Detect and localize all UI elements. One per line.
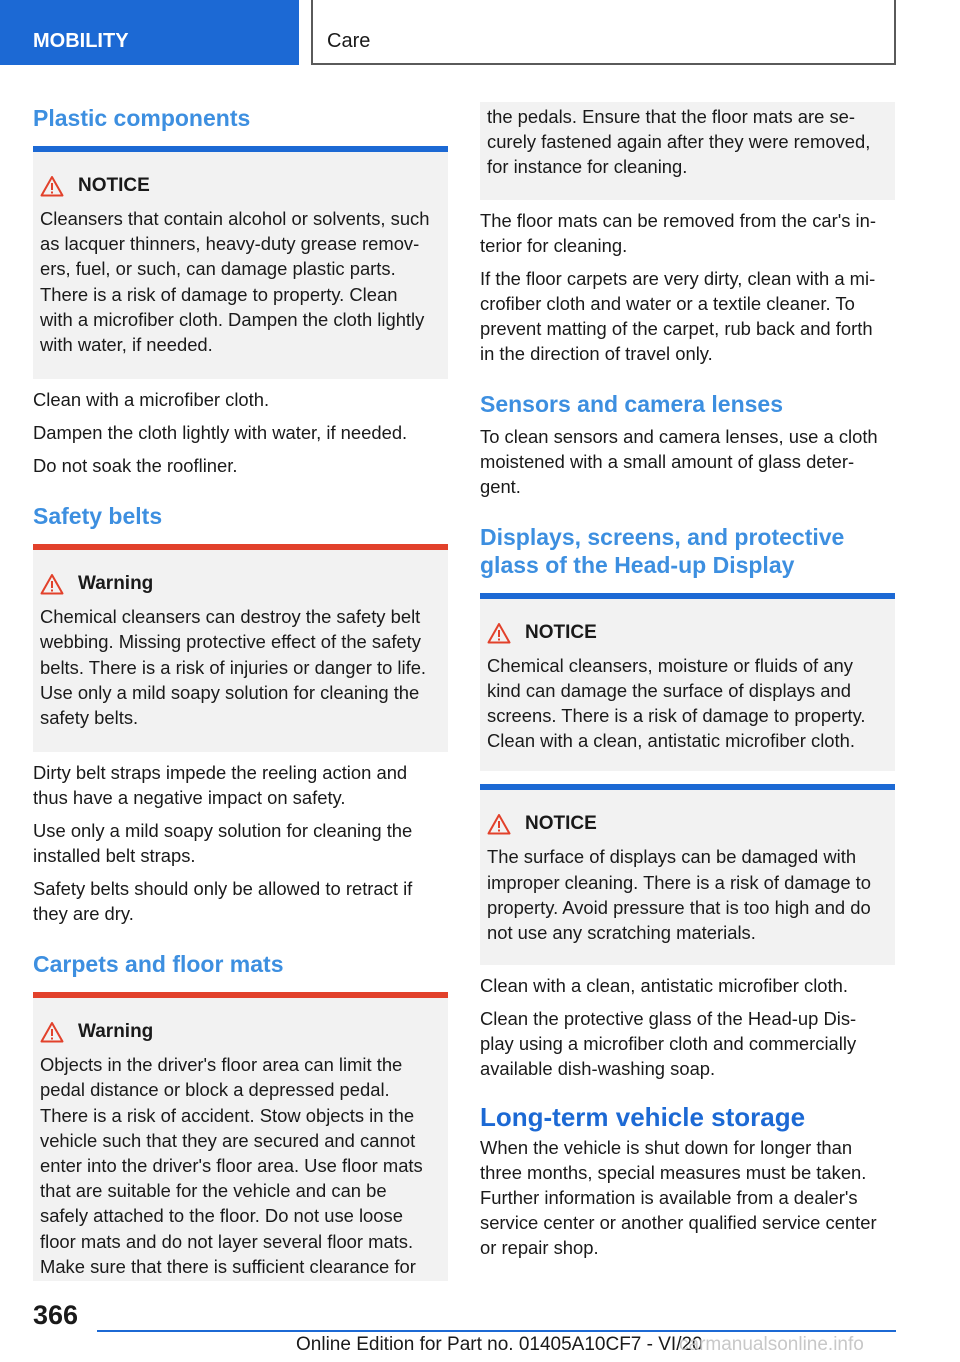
notice-line: Cleansers that contain alcohol or solvents, such — [40, 208, 430, 229]
notice-box-displays-2 — [480, 784, 895, 965]
paragraph: To clean sensors and camera lenses, use a cloth — [480, 425, 878, 447]
warning-triangle-icon — [487, 622, 511, 644]
paragraph: three months, special measures must be taken. — [480, 1162, 867, 1184]
notice-line: kind can damage the surface of displays and — [487, 679, 851, 701]
paragraph: thus have a negative impact on safety. — [33, 787, 346, 809]
paragraph: or repair shop. — [480, 1237, 599, 1259]
paragraph: Clean with a microfiber cloth. — [33, 389, 270, 411]
edition-text: Online Edition for Part no. 01405A10CF7 - VI/20 — [296, 1334, 703, 1355]
paragraph: play using a microfiber cloth and commercially — [480, 1033, 857, 1055]
paragraph: Use only a mild soapy solution for cleaning the — [33, 820, 413, 842]
paragraph: installed belt straps. — [33, 845, 196, 867]
notice-line: Clean with a clean, antistatic microfiber cloth. — [487, 730, 855, 752]
warning-line: safety belts. — [40, 707, 139, 729]
paragraph: Clean with a clean, antistatic microfiber cloth. — [480, 975, 848, 997]
heading-plastic-components: Plastic components — [33, 105, 251, 131]
warning-line: Chemical cleansers can destroy the safety belt — [40, 606, 421, 628]
warning-line: that are suitable for the vehicle and can be — [40, 1180, 387, 1202]
warning-triangle-icon — [40, 1021, 64, 1043]
section-tab: MOBILITY — [0, 0, 299, 65]
warning-title: Warning — [78, 1021, 154, 1043]
warning-triangle-icon — [487, 813, 511, 835]
paragraph: moistened with a small amount of glass deter- — [480, 450, 855, 472]
paragraph: The floor mats can be removed from the car's in- — [480, 209, 877, 231]
notice-line: ers, fuel, or such, can damage plastic parts. — [40, 258, 396, 280]
notice-box-displays-1 — [480, 593, 895, 772]
notice-line: improper cleaning. There is a risk of damage to — [487, 871, 872, 893]
watermark-text: carmanualsonline.info — [679, 1334, 864, 1355]
paragraph: in the direction of travel only. — [480, 342, 713, 364]
notice-line: property. Avoid pressure that is too high and do — [487, 896, 871, 918]
paragraph: Clean the protective glass of the Head-up Dis- — [480, 1008, 857, 1030]
warning-box-belts — [33, 544, 448, 752]
warning-line: webbing. Missing protective effect of the safety — [40, 631, 421, 653]
notice-line: not use any scratching materials. — [487, 922, 756, 944]
warning-line: safely attached to the floor. Do not use loose — [40, 1205, 403, 1227]
notice-line: Chemical cleansers, moisture or fluids of any — [487, 654, 853, 676]
warning-line: belts. There is a risk of injuries or danger to life. — [40, 656, 427, 678]
warning-triangle-icon — [40, 175, 64, 197]
warning-line: curely fastened again after they were removed, — [487, 131, 871, 153]
notice-line: There is a risk of damage to property. Clean — [40, 283, 398, 305]
warning-line: the pedals. Ensure that the floor mats are se- — [487, 106, 856, 127]
paragraph: Dirty belt straps impede the reeling action and — [33, 762, 408, 784]
notice-line: with a microfiber cloth. Dampen the cloth lightly — [40, 308, 425, 330]
right-column — [480, 102, 895, 1260]
warning-triangle-icon — [40, 573, 64, 595]
warning-line: Objects in the driver's floor area can limit the — [40, 1054, 403, 1076]
warning-box-carpets — [33, 992, 448, 1281]
paragraph: If the floor carpets are very dirty, clean with a mi- — [480, 267, 876, 289]
notice-box-plastic — [33, 146, 448, 379]
paragraph: Safety belts should only be allowed to retract if — [33, 878, 413, 900]
notice-title: NOTICE — [525, 621, 597, 643]
heading-carpets-floor-mats: Carpets and floor mats — [33, 951, 284, 978]
paragraph: crofiber cloth and water or a textile cleaner. To — [480, 292, 855, 314]
notice-line: as lacquer thinners, heavy-duty grease remov- — [40, 233, 420, 255]
warning-line: There is a risk of accident. Stow objects in the — [40, 1104, 415, 1126]
notice-line: screens. There is a risk of damage to property. — [487, 705, 866, 727]
warning-line: Use only a mild soapy solution for cleaning the — [40, 681, 420, 703]
warning-line: enter into the driver's floor area. Use floor mats — [40, 1155, 423, 1177]
paragraph: Further information is available from a dealer's — [480, 1187, 858, 1209]
paragraph: terior for cleaning. — [480, 234, 628, 256]
heading-sensors-camera-lenses: Sensors and camera lenses — [480, 390, 783, 417]
paragraph: Dampen the cloth lightly with water, if needed. — [33, 422, 408, 444]
warning-title: Warning — [78, 573, 154, 595]
page-number: 366 — [33, 1300, 79, 1330]
warning-line: for instance for cleaning. — [487, 156, 688, 178]
paragraph: service center or another qualified service center — [480, 1212, 877, 1234]
paragraph: they are dry. — [33, 903, 134, 925]
paragraph: Do not soak the roofliner. — [33, 455, 238, 477]
warning-line: pedal distance or block a depressed pedal. — [40, 1079, 390, 1101]
chapter-title: Care — [311, 0, 896, 65]
heading-long-term-storage: Long-term vehicle storage — [480, 1102, 806, 1133]
paragraph: gent. — [480, 475, 521, 497]
heading-displays-line2: glass of the Head-up Display — [480, 551, 795, 578]
paragraph: When the vehicle is shut down for longer than — [480, 1137, 853, 1159]
warning-line: floor mats and do not layer several floor mats. — [40, 1230, 414, 1252]
notice-title: NOTICE — [525, 813, 597, 835]
heading-displays-line1: Displays, screens, and protective — [480, 523, 845, 550]
warning-line: vehicle such that they are secured and cannot — [40, 1129, 416, 1151]
notice-line: with water, if needed. — [40, 334, 213, 356]
warning-line: Make sure that there is sufficient clearance for — [40, 1255, 416, 1277]
warning-box-carpets-continued — [480, 102, 895, 200]
left-column — [33, 100, 448, 1281]
heading-safety-belts: Safety belts — [33, 503, 163, 530]
notice-line: The surface of displays can be damaged with — [487, 846, 857, 868]
notice-title: NOTICE — [78, 175, 150, 196]
footer-divider — [97, 1330, 896, 1332]
paragraph: prevent matting of the carpet, rub back and forth — [480, 317, 873, 339]
paragraph: available dish-washing soap. — [480, 1058, 716, 1080]
